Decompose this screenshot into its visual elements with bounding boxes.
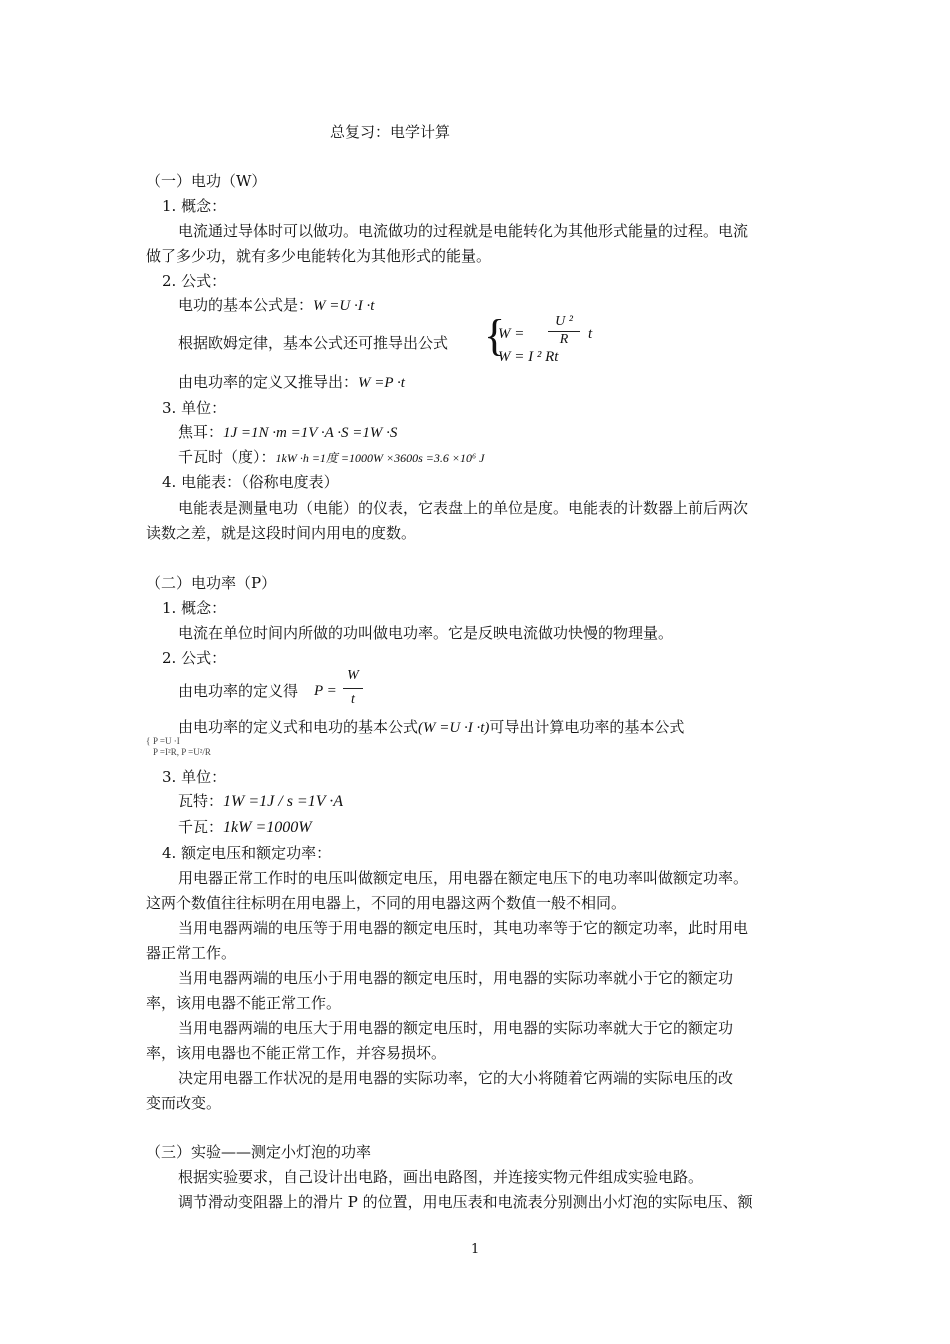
s3-para1: 根据实验要求，自己设计出电路，画出电路图，并连接实物元件组成实验电路。: [178, 1168, 704, 1186]
section-3-heading: （三）实验——测定小灯泡的功率: [146, 1143, 372, 1161]
s2-para1-line1: 用电器正常工作时的电压叫做额定电压，用电器在额定电压下的电功率叫做额定功率。: [178, 869, 749, 887]
s3-para2: 调节滑动变阻器上的滑片 P 的位置，用电压表和电流表分别测出小灯泡的实际电压、额: [178, 1193, 753, 1211]
power-derived-text: 由电功率的定义又推导出：: [178, 373, 359, 391]
s2-para1-line2: 这两个数值往往标明在用电器上，不同的用电器这两个数值一般不相同。: [146, 894, 627, 912]
ohm-formula-1-t: t: [588, 326, 593, 342]
power-def-text: 由电功率的定义得: [178, 682, 299, 700]
unit-kw-formula: 1kW =1000W: [223, 819, 312, 836]
power-calc-text2: 可导出计算电功率的基本公式: [489, 718, 685, 736]
power-def-numerator: W: [347, 668, 359, 683]
power-calc-tiny-2: P =I²R, P =U²/R: [153, 747, 211, 757]
power-calc-line: [178, 717, 684, 738]
power-calc-formula: (W =U ·I ·t): [418, 720, 490, 736]
s1-item4-para-line1: 电能表是测量电功（电能）的仪表，它表盘上的单位是度。电能表的计数器上前后两次: [178, 499, 749, 517]
s2-para5-line1: 决定用电器工作状况的是用电器的实际功率，它的大小将随着它两端的实际电压的改: [178, 1069, 734, 1087]
ohm-formula-1-lhs: W =: [498, 326, 525, 342]
unit-joule-formula: 1J =1N ·m =1V ·A ·S =1W ·S: [223, 425, 398, 441]
power-def-fraction-line: [343, 688, 363, 689]
s2-para5-line2: 变而改变。: [146, 1094, 222, 1112]
power-calc-tiny-1: P =U ·I: [153, 736, 180, 746]
ohm-formula-2: W = I ² Rt: [498, 349, 559, 365]
power-def-denominator: t: [351, 692, 355, 707]
s2-item1-label: 1. 概念：: [162, 599, 227, 617]
unit-joule-text: 焦耳：: [178, 423, 224, 441]
page-number: 1: [471, 1242, 480, 1257]
ohm-formula-text: 根据欧姆定律，基本公式还可推导出公式: [178, 334, 449, 352]
basic-formula-line: [178, 295, 374, 316]
s1-item1-para-line2: 做了多少功，就有多少电能转化为其他形式的能量。: [146, 247, 492, 265]
unit-kwh-text: 千瓦时（度）：: [178, 448, 276, 466]
s2-item2-label: 2. 公式：: [162, 649, 227, 667]
s2-para2-line1: 当用电器两端的电压等于用电器的额定电压时，其电功率等于它的额定功率，此时用电: [178, 919, 749, 937]
unit-kwh-formula: 1kW ·h =1度 =1000W ×3600s =3.6 ×10⁶ J: [275, 451, 485, 465]
s1-item2-label: 2. 公式：: [162, 272, 227, 290]
basic-formula-text: 电功的基本公式是：: [178, 296, 314, 314]
ohm-formula-1-denominator: R: [559, 332, 569, 347]
unit-watt-text: 瓦特：: [178, 792, 224, 810]
unit-joule-line: [178, 422, 397, 443]
power-calc-brace: {: [146, 736, 151, 746]
s1-item4-label: 4. 电能表：（俗称电度表）: [162, 473, 339, 491]
ohm-formula-1-numerator: U ²: [555, 314, 573, 329]
unit-kw-line: [178, 817, 312, 838]
s2-item3-label: 3. 单位：: [162, 768, 227, 786]
power-derived-formula: W =P ·t: [358, 375, 405, 391]
s2-para4-line1: 当用电器两端的电压大于用电器的额定电压时，用电器的实际功率就大于它的额定功: [178, 1019, 734, 1037]
s2-para3-line2: 率，该用电器不能正常工作。: [146, 994, 342, 1012]
s1-item1-para-line1: 电流通过导体时可以做功。电流做功的过程就是电能转化为其他形式能量的过程。电流: [178, 222, 749, 240]
doc-title: 总复习：电学计算: [330, 123, 451, 141]
s2-para3-line1: 当用电器两端的电压小于用电器的额定电压时，用电器的实际功率就小于它的额定功: [178, 969, 734, 987]
section-1-heading: （一）电功（W）: [146, 172, 267, 190]
power-def-lhs: P =: [314, 683, 337, 699]
s2-para2-line2: 器正常工作。: [146, 944, 237, 962]
s2-item4-label: 4. 额定电压和额定功率：: [162, 844, 332, 862]
power-calc-text1: 由电功率的定义式和电功的基本公式: [178, 718, 419, 736]
unit-watt-formula: 1W =1J / s =1V ·A: [223, 793, 343, 810]
unit-kwh-line: [178, 447, 485, 468]
unit-watt-line: [178, 791, 343, 812]
s1-item3-label: 3. 单位：: [162, 399, 227, 417]
unit-kw-text: 千瓦：: [178, 818, 224, 836]
s1-item1-label: 1. 概念：: [162, 197, 227, 215]
s1-item4-para-line2: 读数之差，就是这段时间内用电的度数。: [146, 524, 417, 542]
s2-para4-line2: 率，该用电器也不能正常工作，并容易损坏。: [146, 1044, 447, 1062]
s2-item1-para: 电流在单位时间内所做的功叫做电功率。它是反映电流做功快慢的物理量。: [178, 624, 674, 642]
section-2-heading: （二）电功率（P）: [146, 574, 277, 592]
brace-symbol: {: [484, 311, 506, 360]
power-derived-line: [178, 372, 405, 393]
basic-formula: W =U ·I ·t: [313, 298, 375, 314]
